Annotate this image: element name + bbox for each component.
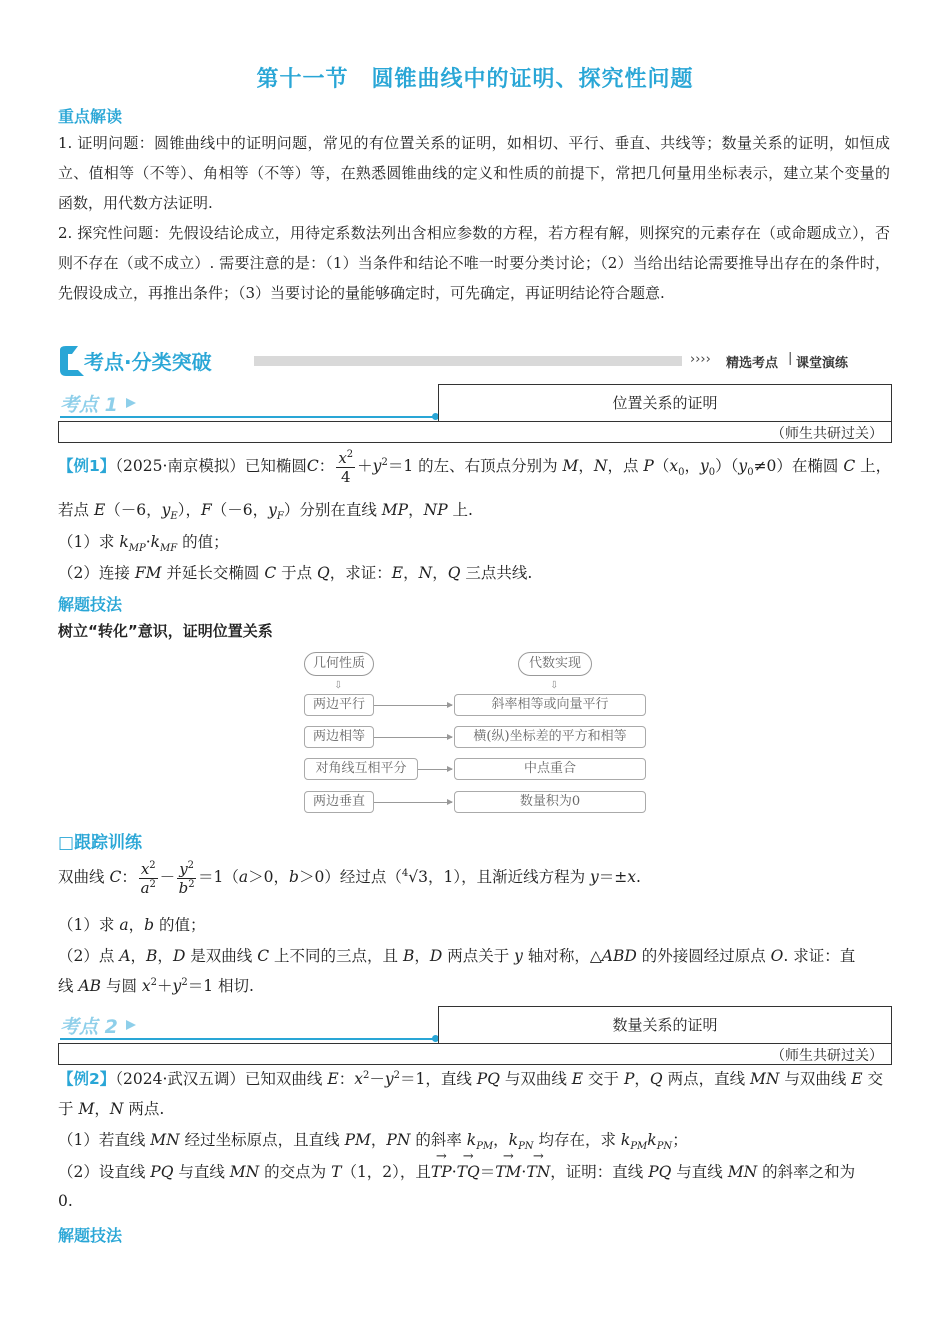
flow-row2-right: 横(纵)坐标差的平方和相等 bbox=[454, 726, 646, 748]
play-arrow-icon bbox=[124, 1018, 138, 1032]
kaodian1-tag-area bbox=[58, 384, 438, 420]
arrow-right-icon bbox=[418, 769, 452, 770]
kaodian1-title-box bbox=[438, 384, 892, 422]
example2-line1: 【例2】（2024·武汉五调）已知双曲线 E：$x^2-y^2=1$，直线 PQ 与双曲线 E 交于 P，Q 两点，直线 MN 与双曲线 E 交 bbox=[58, 1069, 884, 1088]
flow-right-top: 代数实现 bbox=[518, 652, 592, 676]
method1-heading: 解题技法 bbox=[58, 595, 123, 614]
flow-row3-left: 对角线互相平分 bbox=[304, 758, 418, 780]
example1-q2-lead: （2）连接 bbox=[58, 564, 130, 582]
banner-sep: | bbox=[788, 351, 793, 366]
key-reading-p2: 2. 探究性问题：先假设结论成立，用待定系数法列出含相应参数的方程，若方程有解，则探究的元素存在（或命题成立），否则不存在（或不成立）. 需要注意的是：（1）当条件和结论不唯一时要分类讨论；（2）当给出结论需要推导出存在的条件时，先假设成立，再推出条件；（3）当要讨论的量能够确定时，可先确定，再证明结论符合题意. bbox=[58, 224, 890, 302]
method1-subtitle: 树立“转化”意识，证明位置关系 bbox=[58, 622, 273, 640]
example2-q2-end: 0. bbox=[58, 1192, 73, 1210]
example1-source: （2025·南京模拟）已知椭圆 bbox=[115, 457, 307, 475]
banner-arrows: ›››› bbox=[690, 352, 711, 367]
flow-row4-right: 数量积为0 bbox=[454, 791, 646, 813]
example1-line1: 【例1】（2025·南京模拟）已知椭圆C： $\frac{x^2}{4}$ $+y^2=1$ 的左、右顶点分别为 M，N，点 $P(x_0$，$y_0)(y_0\ne 0)$在椭圆 C 上， bbox=[58, 448, 892, 486]
section-banner bbox=[58, 344, 890, 378]
training-q2-line2-lead: 线 bbox=[58, 977, 74, 995]
arrow-right-icon bbox=[374, 802, 452, 803]
kaodian2-title-box bbox=[438, 1006, 892, 1044]
kaodian1-title: 位置关系的证明 bbox=[612, 394, 718, 412]
training-q2-line2: 线 AB 与圆 $x^2+y^2=1$ 相切. bbox=[58, 976, 254, 995]
arrow-right-icon bbox=[374, 705, 452, 706]
example1-line2-lead: 若点 bbox=[58, 501, 90, 519]
training-statement: 双曲线 C： $\frac{x^2}{a^2}$ － $\frac{y^2}{b^2}$ ＝1（a＞0，b＞0）经过点（$^4$√3，1），且渐近线方程为 y＝±x. bbox=[58, 859, 641, 897]
flow-row2-left: 两边相等 bbox=[304, 726, 374, 748]
example2-tag: 【例2】 bbox=[58, 1070, 116, 1088]
banner-right-2: 课堂演练 bbox=[796, 356, 849, 371]
down-arrow-icon: ⇩ bbox=[550, 680, 559, 691]
example1-line2: 若点 E（－6，$y_E$），F（－6，$y_F$）分别在直线 MP，NP 上. bbox=[58, 501, 473, 523]
play-arrow-icon bbox=[124, 396, 138, 410]
flow-diagram bbox=[300, 650, 650, 815]
kaodian2-title: 数量关系的证明 bbox=[612, 1016, 718, 1034]
kaodian2-note-box bbox=[58, 1043, 892, 1065]
kaodian1-note-box bbox=[58, 421, 892, 443]
training-q2-line1: （2）点 A，B，D 是双曲线 C 上不同的三点，且 B，D 两点关于 y 轴对称，△ABD 的外接圆经过原点 O. 求证：直 bbox=[58, 947, 856, 965]
example1-q1-end: 的值； bbox=[182, 533, 229, 551]
method2-heading: 解题技法 bbox=[58, 1226, 123, 1245]
example1-q1-lead: （1）求 bbox=[58, 533, 115, 551]
key-reading-heading: 重点解读 bbox=[58, 107, 123, 126]
training-q1: （1）求 a，b 的值； bbox=[58, 916, 206, 934]
example2-source: （2024·武汉五调）已知双曲线 bbox=[115, 1070, 323, 1088]
example2-q1: （1）若直线 MN 经过坐标原点，且直线 PM，PN 的斜率 $k_{PM}$，$k_{PN}$ 均存在，求 $k_{PM}k_{PN}$； bbox=[58, 1131, 688, 1153]
flow-row1-right: 斜率相等或向量平行 bbox=[454, 694, 646, 716]
key-reading-p1: 1. 证明问题：圆锥曲线中的证明问题，常见的有位置关系的证明，如相切、平行、垂直、共线等；数量关系的证明，如恒成立、值相等（不等）、角相等（不等）等，在熟悉圆锥曲线的定义和性质的前提下，常把几何量用坐标表示，建立某个变量的函数，用代数方法证明. bbox=[58, 134, 890, 212]
banner-right-1: 精选考点 bbox=[726, 356, 779, 371]
flow-row1-left: 两边平行 bbox=[304, 694, 374, 716]
flow-row3-right: 中点重合 bbox=[454, 758, 646, 780]
down-arrow-icon: ⇩ bbox=[334, 680, 343, 691]
kaodian2-note: （师生共研过关） bbox=[771, 1048, 883, 1064]
example1-tag: 【例1】 bbox=[58, 457, 116, 475]
example1-q2: （2）连接 FM 并延长交椭圆 C 于点 Q，求证：E，N，Q 三点共线. bbox=[58, 564, 533, 582]
kaodian1-note: （师生共研过关） bbox=[771, 426, 883, 442]
example2-q2: （2）设直线 PQ 与直线 MN 的交点为 T（1，2），且→ TP·→ TQ＝→ TM·→ TN，证明：直线 PQ 与直线 MN 的斜率之和为 bbox=[58, 1160, 855, 1182]
training-heading: □跟踪训练 bbox=[58, 833, 143, 853]
banner-title: 考点·分类突破 bbox=[84, 350, 212, 374]
flow-left-top: 几何性质 bbox=[304, 652, 374, 676]
kaodian1-tag: 考点 1 bbox=[60, 394, 118, 416]
kaodian2-tag: 考点 2 bbox=[60, 1016, 118, 1038]
key-reading-body bbox=[58, 128, 890, 308]
training-q1-lead: （1）求 bbox=[58, 916, 115, 934]
flow-row4-left: 两边垂直 bbox=[304, 791, 374, 813]
training-q2-lead: （2）点 bbox=[58, 947, 115, 965]
arrow-right-icon bbox=[374, 737, 452, 738]
example2-line2: 于 M，N 两点. bbox=[58, 1100, 165, 1118]
kaodian2-tag-area bbox=[58, 1006, 438, 1042]
page-title: 第十一节 圆锥曲线中的证明、探究性问题 bbox=[256, 67, 694, 92]
example1-q1: （1）求 $k_{MP}\cdot k_{MF}$ 的值； bbox=[58, 533, 229, 555]
